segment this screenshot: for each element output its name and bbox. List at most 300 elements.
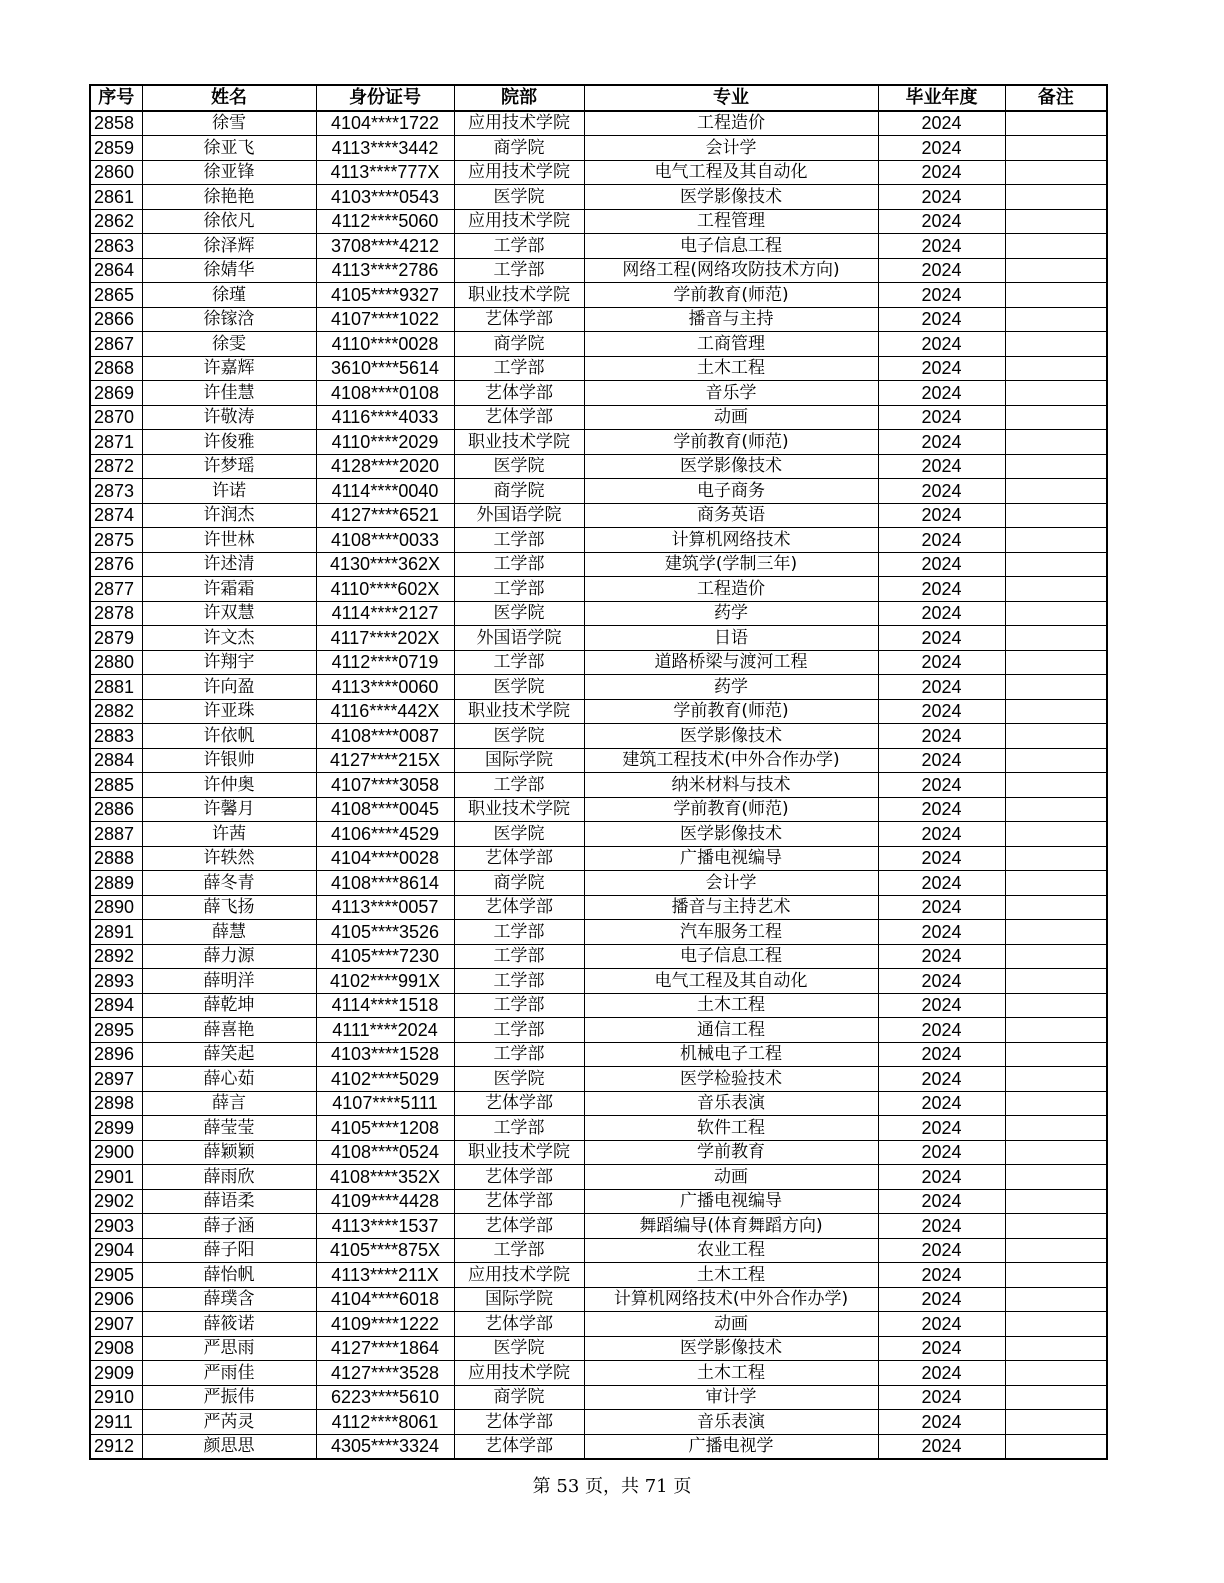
cell-seq: 2863 bbox=[90, 234, 142, 259]
table-row bbox=[90, 234, 1107, 259]
cell-remarks bbox=[1005, 209, 1107, 234]
cell-remarks bbox=[1005, 969, 1107, 994]
cell-major: 汽车服务工程 bbox=[584, 920, 878, 945]
cell-remarks bbox=[1005, 871, 1107, 896]
table-row bbox=[90, 1361, 1107, 1386]
cell-graduation-year: 2024 bbox=[878, 1410, 1005, 1435]
table-row bbox=[90, 993, 1107, 1018]
cell-name: 徐艳艳 bbox=[142, 185, 316, 210]
cell-id-number: 4104****6018 bbox=[316, 1287, 454, 1312]
cell-department: 商学院 bbox=[454, 479, 584, 504]
cell-id-number: 4107****3058 bbox=[316, 773, 454, 798]
table-row bbox=[90, 381, 1107, 406]
cell-name: 许文杰 bbox=[142, 626, 316, 651]
cell-graduation-year: 2024 bbox=[878, 356, 1005, 381]
cell-graduation-year: 2024 bbox=[878, 626, 1005, 651]
cell-seq: 2871 bbox=[90, 430, 142, 455]
cell-remarks bbox=[1005, 1042, 1107, 1067]
cell-seq: 2894 bbox=[90, 993, 142, 1018]
cell-major: 音乐学 bbox=[584, 381, 878, 406]
cell-seq: 2898 bbox=[90, 1091, 142, 1116]
cell-remarks bbox=[1005, 1287, 1107, 1312]
cell-department: 工学部 bbox=[454, 234, 584, 259]
cell-seq: 2882 bbox=[90, 699, 142, 724]
cell-major: 电气工程及其自动化 bbox=[584, 160, 878, 185]
cell-graduation-year: 2024 bbox=[878, 234, 1005, 259]
cell-major: 会计学 bbox=[584, 136, 878, 161]
cell-seq: 2876 bbox=[90, 552, 142, 577]
cell-name: 薛乾坤 bbox=[142, 993, 316, 1018]
cell-department: 艺体学部 bbox=[454, 1434, 584, 1459]
cell-seq: 2881 bbox=[90, 675, 142, 700]
cell-id-number: 4108****0033 bbox=[316, 528, 454, 553]
cell-graduation-year: 2024 bbox=[878, 724, 1005, 749]
cell-remarks bbox=[1005, 1116, 1107, 1141]
table-row bbox=[90, 1238, 1107, 1263]
table-row bbox=[90, 528, 1107, 553]
cell-graduation-year: 2024 bbox=[878, 209, 1005, 234]
table-row bbox=[90, 1312, 1107, 1337]
cell-remarks bbox=[1005, 430, 1107, 455]
cell-major: 土木工程 bbox=[584, 1263, 878, 1288]
table-row bbox=[90, 160, 1107, 185]
cell-id-number: 4127****1864 bbox=[316, 1336, 454, 1361]
table-row bbox=[90, 601, 1107, 626]
cell-department: 工学部 bbox=[454, 258, 584, 283]
cell-major: 土木工程 bbox=[584, 356, 878, 381]
cell-remarks bbox=[1005, 699, 1107, 724]
cell-graduation-year: 2024 bbox=[878, 1116, 1005, 1141]
table-row bbox=[90, 1214, 1107, 1239]
cell-id-number: 3708****4212 bbox=[316, 234, 454, 259]
cell-department: 职业技术学院 bbox=[454, 699, 584, 724]
table-row bbox=[90, 1385, 1107, 1410]
cell-seq: 2858 bbox=[90, 111, 142, 136]
cell-seq: 2862 bbox=[90, 209, 142, 234]
cell-seq: 2902 bbox=[90, 1189, 142, 1214]
cell-major: 建筑工程技术(中外合作办学) bbox=[584, 748, 878, 773]
cell-major: 电子信息工程 bbox=[584, 234, 878, 259]
cell-remarks bbox=[1005, 920, 1107, 945]
cell-department: 医学院 bbox=[454, 454, 584, 479]
cell-major: 音乐表演 bbox=[584, 1410, 878, 1435]
cell-id-number: 4113****211X bbox=[316, 1263, 454, 1288]
cell-seq: 2879 bbox=[90, 626, 142, 651]
table-row bbox=[90, 822, 1107, 847]
cell-seq: 2860 bbox=[90, 160, 142, 185]
cell-department: 职业技术学院 bbox=[454, 430, 584, 455]
cell-name: 薛明洋 bbox=[142, 969, 316, 994]
cell-id-number: 4113****1537 bbox=[316, 1214, 454, 1239]
cell-id-number: 4127****6521 bbox=[316, 503, 454, 528]
cell-major: 医学影像技术 bbox=[584, 185, 878, 210]
cell-name: 许依帆 bbox=[142, 724, 316, 749]
cell-graduation-year: 2024 bbox=[878, 258, 1005, 283]
cell-name: 徐雪 bbox=[142, 111, 316, 136]
cell-seq: 2885 bbox=[90, 773, 142, 798]
table-row bbox=[90, 626, 1107, 651]
cell-id-number: 4105****3526 bbox=[316, 920, 454, 945]
cell-graduation-year: 2024 bbox=[878, 650, 1005, 675]
cell-seq: 2887 bbox=[90, 822, 142, 847]
table-row bbox=[90, 1140, 1107, 1165]
cell-id-number: 4105****7230 bbox=[316, 944, 454, 969]
cell-graduation-year: 2024 bbox=[878, 1091, 1005, 1116]
cell-id-number: 4113****777X bbox=[316, 160, 454, 185]
cell-department: 应用技术学院 bbox=[454, 1361, 584, 1386]
cell-id-number: 4114****1518 bbox=[316, 993, 454, 1018]
cell-seq: 2874 bbox=[90, 503, 142, 528]
cell-remarks bbox=[1005, 895, 1107, 920]
cell-name: 薛喜艳 bbox=[142, 1018, 316, 1043]
cell-remarks bbox=[1005, 626, 1107, 651]
cell-name: 徐镓浛 bbox=[142, 307, 316, 332]
cell-remarks bbox=[1005, 773, 1107, 798]
cell-major: 计算机网络技术 bbox=[584, 528, 878, 553]
cell-seq: 2883 bbox=[90, 724, 142, 749]
cell-id-number: 4107****1022 bbox=[316, 307, 454, 332]
cell-name: 许双慧 bbox=[142, 601, 316, 626]
table-row bbox=[90, 920, 1107, 945]
cell-id-number: 4108****0045 bbox=[316, 797, 454, 822]
cell-major: 学前教育(师范) bbox=[584, 283, 878, 308]
cell-major: 土木工程 bbox=[584, 993, 878, 1018]
cell-seq: 2899 bbox=[90, 1116, 142, 1141]
cell-graduation-year: 2024 bbox=[878, 454, 1005, 479]
table-row bbox=[90, 969, 1107, 994]
cell-remarks bbox=[1005, 577, 1107, 602]
cell-remarks bbox=[1005, 675, 1107, 700]
table-row bbox=[90, 1189, 1107, 1214]
cell-department: 艺体学部 bbox=[454, 381, 584, 406]
cell-graduation-year: 2024 bbox=[878, 1214, 1005, 1239]
cell-id-number: 4104****0028 bbox=[316, 846, 454, 871]
cell-major: 工程造价 bbox=[584, 111, 878, 136]
cell-graduation-year: 2024 bbox=[878, 944, 1005, 969]
cell-remarks bbox=[1005, 822, 1107, 847]
table-row bbox=[90, 675, 1107, 700]
cell-id-number: 4108****0087 bbox=[316, 724, 454, 749]
cell-major: 广播电视学 bbox=[584, 1434, 878, 1459]
table-row bbox=[90, 1336, 1107, 1361]
cell-major: 音乐表演 bbox=[584, 1091, 878, 1116]
cell-id-number: 4103****0543 bbox=[316, 185, 454, 210]
cell-department: 商学院 bbox=[454, 1385, 584, 1410]
table-row bbox=[90, 944, 1107, 969]
cell-major: 药学 bbox=[584, 675, 878, 700]
cell-seq: 2892 bbox=[90, 944, 142, 969]
cell-id-number: 4109****1222 bbox=[316, 1312, 454, 1337]
cell-remarks bbox=[1005, 797, 1107, 822]
cell-remarks bbox=[1005, 552, 1107, 577]
cell-seq: 2909 bbox=[90, 1361, 142, 1386]
cell-graduation-year: 2024 bbox=[878, 479, 1005, 504]
cell-major: 工商管理 bbox=[584, 332, 878, 357]
cell-department: 工学部 bbox=[454, 577, 584, 602]
cell-department: 商学院 bbox=[454, 136, 584, 161]
cell-seq: 2910 bbox=[90, 1385, 142, 1410]
cell-major: 工程造价 bbox=[584, 577, 878, 602]
cell-name: 薛颖颖 bbox=[142, 1140, 316, 1165]
cell-id-number: 4127****3528 bbox=[316, 1361, 454, 1386]
table-row bbox=[90, 405, 1107, 430]
cell-remarks bbox=[1005, 1018, 1107, 1043]
cell-remarks bbox=[1005, 1140, 1107, 1165]
cell-remarks bbox=[1005, 993, 1107, 1018]
cell-department: 工学部 bbox=[454, 920, 584, 945]
cell-major: 电气工程及其自动化 bbox=[584, 969, 878, 994]
cell-graduation-year: 2024 bbox=[878, 1263, 1005, 1288]
cell-department: 医学院 bbox=[454, 1336, 584, 1361]
cell-remarks bbox=[1005, 307, 1107, 332]
cell-major: 计算机网络技术(中外合作办学) bbox=[584, 1287, 878, 1312]
cell-remarks bbox=[1005, 185, 1107, 210]
cell-seq: 2905 bbox=[90, 1263, 142, 1288]
table-row bbox=[90, 871, 1107, 896]
cell-remarks bbox=[1005, 1067, 1107, 1092]
cell-id-number: 4305****3324 bbox=[316, 1434, 454, 1459]
cell-major: 通信工程 bbox=[584, 1018, 878, 1043]
cell-remarks bbox=[1005, 1189, 1107, 1214]
table-row bbox=[90, 283, 1107, 308]
cell-major: 道路桥梁与渡河工程 bbox=[584, 650, 878, 675]
cell-major: 医学检验技术 bbox=[584, 1067, 878, 1092]
table-row bbox=[90, 1091, 1107, 1116]
cell-graduation-year: 2024 bbox=[878, 528, 1005, 553]
cell-seq: 2884 bbox=[90, 748, 142, 773]
cell-seq: 2866 bbox=[90, 307, 142, 332]
cell-seq: 2886 bbox=[90, 797, 142, 822]
cell-seq: 2907 bbox=[90, 1312, 142, 1337]
graduate-roster-table bbox=[89, 84, 1108, 1460]
cell-department: 医学院 bbox=[454, 601, 584, 626]
header-seq: 序号 bbox=[90, 85, 142, 111]
cell-remarks bbox=[1005, 111, 1107, 136]
cell-major: 医学影像技术 bbox=[584, 1336, 878, 1361]
cell-department: 艺体学部 bbox=[454, 1189, 584, 1214]
cell-graduation-year: 2024 bbox=[878, 111, 1005, 136]
header-remarks: 备注 bbox=[1005, 85, 1107, 111]
cell-id-number: 4112****0719 bbox=[316, 650, 454, 675]
cell-major: 审计学 bbox=[584, 1385, 878, 1410]
cell-id-number: 4113****0057 bbox=[316, 895, 454, 920]
cell-id-number: 4114****0040 bbox=[316, 479, 454, 504]
table-row bbox=[90, 136, 1107, 161]
cell-major: 医学影像技术 bbox=[584, 822, 878, 847]
cell-id-number: 4106****4529 bbox=[316, 822, 454, 847]
table-row bbox=[90, 111, 1107, 136]
table-row bbox=[90, 650, 1107, 675]
cell-graduation-year: 2024 bbox=[878, 405, 1005, 430]
cell-id-number: 4102****5029 bbox=[316, 1067, 454, 1092]
cell-department: 艺体学部 bbox=[454, 1165, 584, 1190]
cell-name: 许俊雅 bbox=[142, 430, 316, 455]
cell-graduation-year: 2024 bbox=[878, 1238, 1005, 1263]
cell-graduation-year: 2024 bbox=[878, 552, 1005, 577]
cell-seq: 2890 bbox=[90, 895, 142, 920]
cell-remarks bbox=[1005, 724, 1107, 749]
cell-graduation-year: 2024 bbox=[878, 871, 1005, 896]
cell-major: 播音与主持艺术 bbox=[584, 895, 878, 920]
cell-major: 电子信息工程 bbox=[584, 944, 878, 969]
cell-name: 许诺 bbox=[142, 479, 316, 504]
cell-id-number: 4105****875X bbox=[316, 1238, 454, 1263]
table-row bbox=[90, 185, 1107, 210]
cell-name: 许敬涛 bbox=[142, 405, 316, 430]
cell-remarks bbox=[1005, 1091, 1107, 1116]
cell-seq: 2877 bbox=[90, 577, 142, 602]
cell-department: 职业技术学院 bbox=[454, 797, 584, 822]
cell-seq: 2911 bbox=[90, 1410, 142, 1435]
cell-major: 纳米材料与技术 bbox=[584, 773, 878, 798]
cell-remarks bbox=[1005, 405, 1107, 430]
cell-name: 许嘉辉 bbox=[142, 356, 316, 381]
cell-id-number: 4110****602X bbox=[316, 577, 454, 602]
cell-seq: 2893 bbox=[90, 969, 142, 994]
cell-remarks bbox=[1005, 356, 1107, 381]
cell-name: 许润杰 bbox=[142, 503, 316, 528]
cell-name: 薛雨欣 bbox=[142, 1165, 316, 1190]
cell-major: 动画 bbox=[584, 405, 878, 430]
cell-graduation-year: 2024 bbox=[878, 283, 1005, 308]
cell-graduation-year: 2024 bbox=[878, 430, 1005, 455]
cell-seq: 2906 bbox=[90, 1287, 142, 1312]
cell-graduation-year: 2024 bbox=[878, 1018, 1005, 1043]
table-row bbox=[90, 552, 1107, 577]
cell-remarks bbox=[1005, 944, 1107, 969]
cell-id-number: 4108****0524 bbox=[316, 1140, 454, 1165]
cell-id-number: 4108****8614 bbox=[316, 871, 454, 896]
cell-major: 动画 bbox=[584, 1312, 878, 1337]
cell-graduation-year: 2024 bbox=[878, 822, 1005, 847]
cell-name: 薛语柔 bbox=[142, 1189, 316, 1214]
cell-id-number: 4130****362X bbox=[316, 552, 454, 577]
header-id-number: 身份证号 bbox=[316, 85, 454, 111]
cell-major: 建筑学(学制三年) bbox=[584, 552, 878, 577]
cell-name: 徐瑾 bbox=[142, 283, 316, 308]
cell-seq: 2868 bbox=[90, 356, 142, 381]
cell-name: 许亚珠 bbox=[142, 699, 316, 724]
table-row bbox=[90, 430, 1107, 455]
cell-name: 薛莹莹 bbox=[142, 1116, 316, 1141]
cell-seq: 2896 bbox=[90, 1042, 142, 1067]
cell-graduation-year: 2024 bbox=[878, 1189, 1005, 1214]
table-row bbox=[90, 1410, 1107, 1435]
cell-remarks bbox=[1005, 479, 1107, 504]
cell-major: 工程管理 bbox=[584, 209, 878, 234]
cell-name: 薛心茹 bbox=[142, 1067, 316, 1092]
cell-name: 徐亚飞 bbox=[142, 136, 316, 161]
cell-major: 网络工程(网络攻防技术方向) bbox=[584, 258, 878, 283]
table-row bbox=[90, 1042, 1107, 1067]
cell-id-number: 4116****442X bbox=[316, 699, 454, 724]
cell-seq: 2908 bbox=[90, 1336, 142, 1361]
cell-department: 工学部 bbox=[454, 944, 584, 969]
cell-remarks bbox=[1005, 136, 1107, 161]
cell-seq: 2870 bbox=[90, 405, 142, 430]
cell-name: 薛怡帆 bbox=[142, 1263, 316, 1288]
cell-name: 薛子阳 bbox=[142, 1238, 316, 1263]
cell-remarks bbox=[1005, 454, 1107, 479]
cell-seq: 2912 bbox=[90, 1434, 142, 1459]
cell-name: 颜思思 bbox=[142, 1434, 316, 1459]
cell-department: 艺体学部 bbox=[454, 307, 584, 332]
cell-department: 工学部 bbox=[454, 1238, 584, 1263]
cell-seq: 2861 bbox=[90, 185, 142, 210]
table-row bbox=[90, 258, 1107, 283]
cell-name: 薛力源 bbox=[142, 944, 316, 969]
cell-id-number: 3610****5614 bbox=[316, 356, 454, 381]
cell-seq: 2904 bbox=[90, 1238, 142, 1263]
cell-name: 徐雯 bbox=[142, 332, 316, 357]
cell-graduation-year: 2024 bbox=[878, 307, 1005, 332]
cell-major: 播音与主持 bbox=[584, 307, 878, 332]
header-department: 院部 bbox=[454, 85, 584, 111]
table-row bbox=[90, 209, 1107, 234]
cell-name: 许述清 bbox=[142, 552, 316, 577]
cell-graduation-year: 2024 bbox=[878, 1385, 1005, 1410]
cell-name: 许翔宇 bbox=[142, 650, 316, 675]
cell-id-number: 4113****2786 bbox=[316, 258, 454, 283]
cell-department: 工学部 bbox=[454, 1116, 584, 1141]
cell-department: 工学部 bbox=[454, 650, 584, 675]
table-row bbox=[90, 1067, 1107, 1092]
cell-department: 国际学院 bbox=[454, 748, 584, 773]
cell-major: 药学 bbox=[584, 601, 878, 626]
cell-remarks bbox=[1005, 503, 1107, 528]
cell-department: 外国语学院 bbox=[454, 626, 584, 651]
table-row bbox=[90, 1018, 1107, 1043]
table-row bbox=[90, 307, 1107, 332]
cell-name: 许佳慧 bbox=[142, 381, 316, 406]
cell-seq: 2872 bbox=[90, 454, 142, 479]
cell-id-number: 4112****8061 bbox=[316, 1410, 454, 1435]
table-row bbox=[90, 748, 1107, 773]
cell-graduation-year: 2024 bbox=[878, 675, 1005, 700]
cell-department: 应用技术学院 bbox=[454, 1263, 584, 1288]
cell-department: 应用技术学院 bbox=[454, 209, 584, 234]
cell-id-number: 4114****2127 bbox=[316, 601, 454, 626]
table-row bbox=[90, 797, 1107, 822]
cell-department: 医学院 bbox=[454, 724, 584, 749]
cell-department: 艺体学部 bbox=[454, 1410, 584, 1435]
cell-department: 应用技术学院 bbox=[454, 160, 584, 185]
cell-seq: 2873 bbox=[90, 479, 142, 504]
cell-seq: 2880 bbox=[90, 650, 142, 675]
cell-graduation-year: 2024 bbox=[878, 993, 1005, 1018]
cell-department: 艺体学部 bbox=[454, 1214, 584, 1239]
cell-remarks bbox=[1005, 1410, 1107, 1435]
cell-id-number: 4113****0060 bbox=[316, 675, 454, 700]
cell-graduation-year: 2024 bbox=[878, 1140, 1005, 1165]
cell-department: 艺体学部 bbox=[454, 895, 584, 920]
cell-graduation-year: 2024 bbox=[878, 1067, 1005, 1092]
cell-name: 薛璞含 bbox=[142, 1287, 316, 1312]
cell-seq: 2888 bbox=[90, 846, 142, 871]
cell-id-number: 4103****1528 bbox=[316, 1042, 454, 1067]
cell-major: 农业工程 bbox=[584, 1238, 878, 1263]
table-row bbox=[90, 699, 1107, 724]
cell-graduation-year: 2024 bbox=[878, 1312, 1005, 1337]
table-row bbox=[90, 577, 1107, 602]
cell-department: 工学部 bbox=[454, 773, 584, 798]
cell-id-number: 4107****5111 bbox=[316, 1091, 454, 1116]
header-major: 专业 bbox=[584, 85, 878, 111]
table-row bbox=[90, 479, 1107, 504]
cell-seq: 2895 bbox=[90, 1018, 142, 1043]
header-name: 姓名 bbox=[142, 85, 316, 111]
cell-department: 工学部 bbox=[454, 356, 584, 381]
